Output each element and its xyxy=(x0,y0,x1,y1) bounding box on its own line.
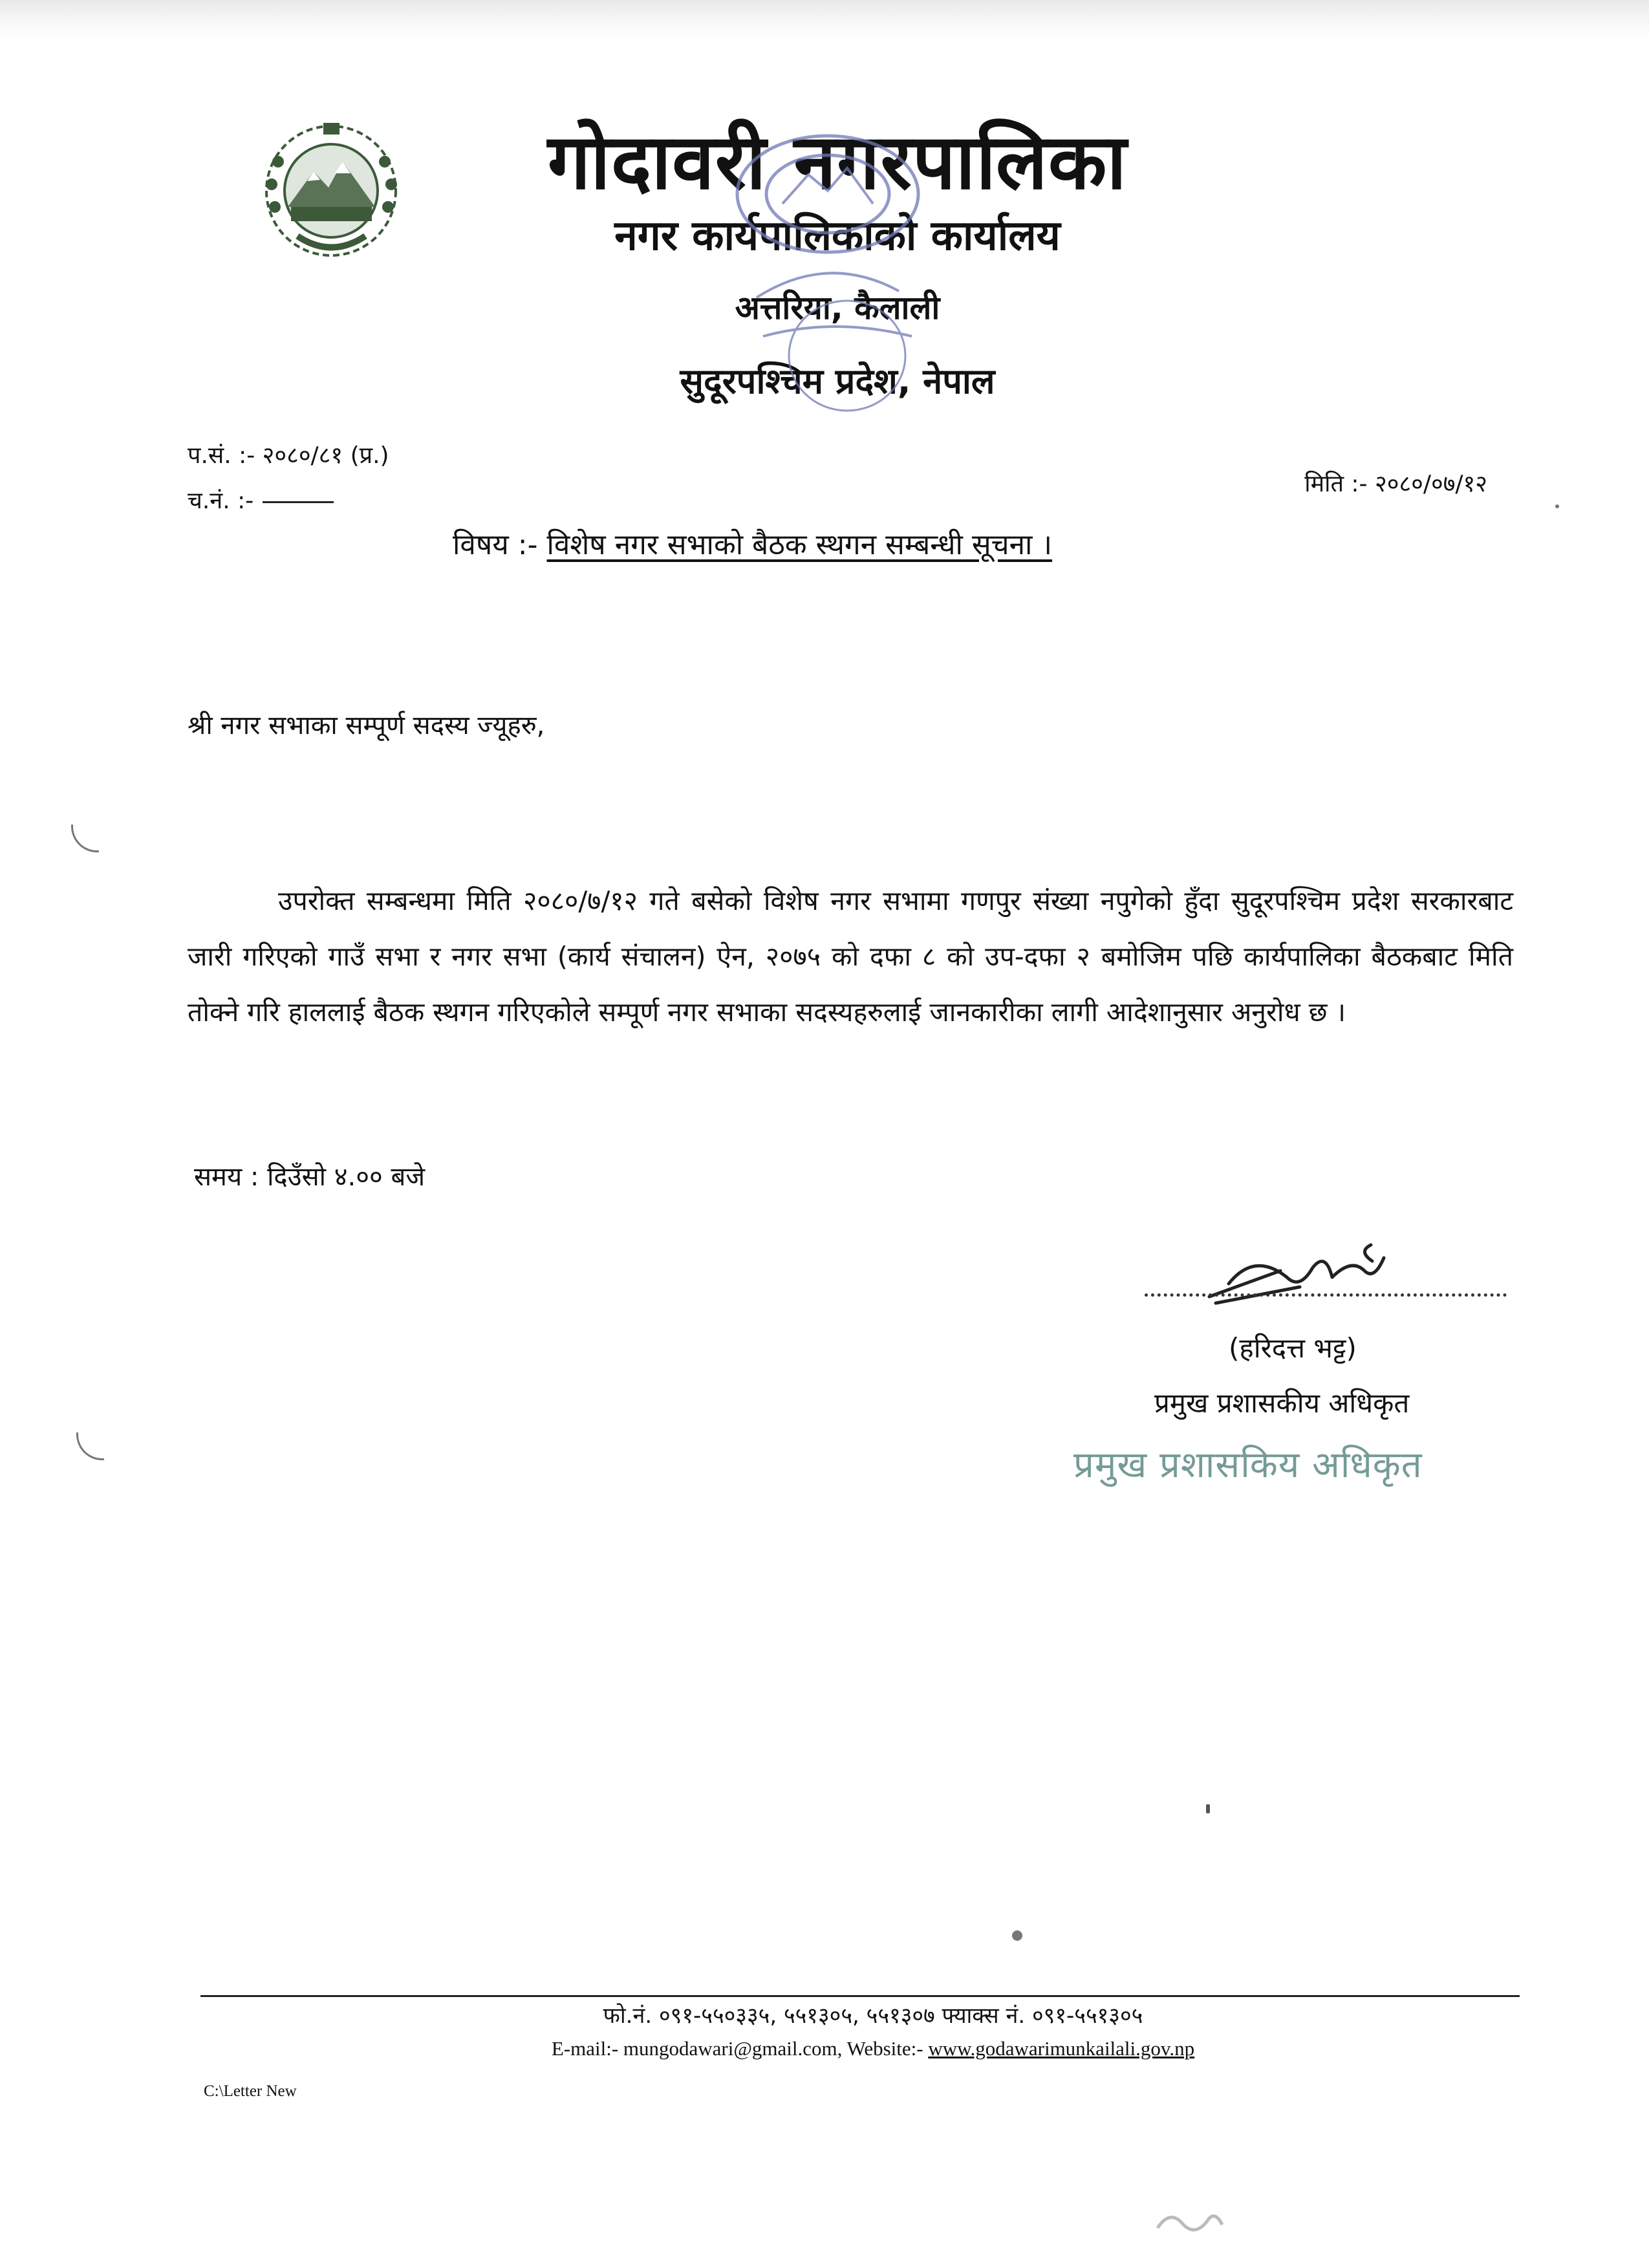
address-line-2: सुदूरपश्चिम प्रदेश, नेपाल xyxy=(680,361,995,402)
org-name: गोदावरी नगरपालिका xyxy=(547,117,1128,206)
subject-line xyxy=(453,524,1052,563)
reference-number: प.सं. :- २०८०/८१ (प्र.) xyxy=(188,442,389,469)
body-text: उपरोक्त सम्बन्धमा मिति २०८०/७/१२ गते बसेको विशेष नगर सभामा गणपुर संख्या नपुगेको हुँदा सुदूरपश्चिम प्रदेश सरकारबाट जारी गरिएको गाउँ सभा र नगर सभा (कार्य संचालन) ऐन, २०७५ को दफा ८ को उप-दफा २ बमोजिम पछि कार्यपालिका बैठकबाट मिति तोक्ने गरि हाललाई बैठक स्थगन गरिएकोले सम्पूर्ण नगर सभाका सदस्यहरुलाई जानकारीका लागी आदेशानुसार अनुरोध छ । xyxy=(188,885,1513,1028)
signatory-name: (हरिदत्त भट्ट) xyxy=(1229,1332,1357,1364)
designation-stamp: प्रमुख प्रशासकिय अधिकृत xyxy=(1073,1444,1423,1486)
signatory-title: प्रमुख प्रशासकीय अधिकृत xyxy=(1154,1387,1410,1419)
signature-line xyxy=(1145,1293,1507,1297)
dispatch-number xyxy=(188,484,334,515)
scan-dot xyxy=(1206,1804,1210,1813)
website-link[interactable]: www.godawarimunkailali.gov.np xyxy=(928,2037,1195,2060)
address-line-1: अत्तरिया, कैलाली xyxy=(735,289,940,327)
footer-contact xyxy=(453,2037,1293,2060)
scan-dot xyxy=(1012,1930,1022,1941)
dispatch-number-blank xyxy=(263,501,334,503)
file-path: C:\Letter New xyxy=(204,2082,297,2100)
scan-scribble-icon xyxy=(1151,2202,1229,2241)
signature-icon xyxy=(1203,1232,1390,1316)
body-paragraph xyxy=(188,873,1513,1040)
footer-phone-fax: फो.नं. ०९१-५५०३३५, ५५१३०५, ५५१३०७ फ्याक्स नं. ०९१-५५१३०५ xyxy=(603,2003,1143,2029)
scan-dot xyxy=(1555,504,1559,508)
subject-label: विषय :- xyxy=(453,528,538,561)
salutation: श्री नगर सभाका सम्पूर्ण सदस्य ज्यूहरु, xyxy=(188,711,545,740)
nepal-emblem-icon xyxy=(252,110,411,268)
meeting-time: समय : दिउँसो ४.०० बजे xyxy=(194,1162,426,1192)
office-name: नगर कार्यपालिकाको कार्यालय xyxy=(614,212,1061,260)
office-seal-icon xyxy=(718,123,964,420)
letter-date: मिति :- २०८०/०७/१२ xyxy=(1304,471,1487,497)
subject-text: विशेष नगर सभाको बैठक स्थगन सम्बन्धी सूचना । xyxy=(546,528,1053,561)
footer-divider xyxy=(200,1995,1520,1997)
dispatch-number-label: च.नं. :- xyxy=(188,488,254,514)
footer-email: E-mail:- mungodawari@gmail.com, Website:- xyxy=(551,2037,923,2060)
